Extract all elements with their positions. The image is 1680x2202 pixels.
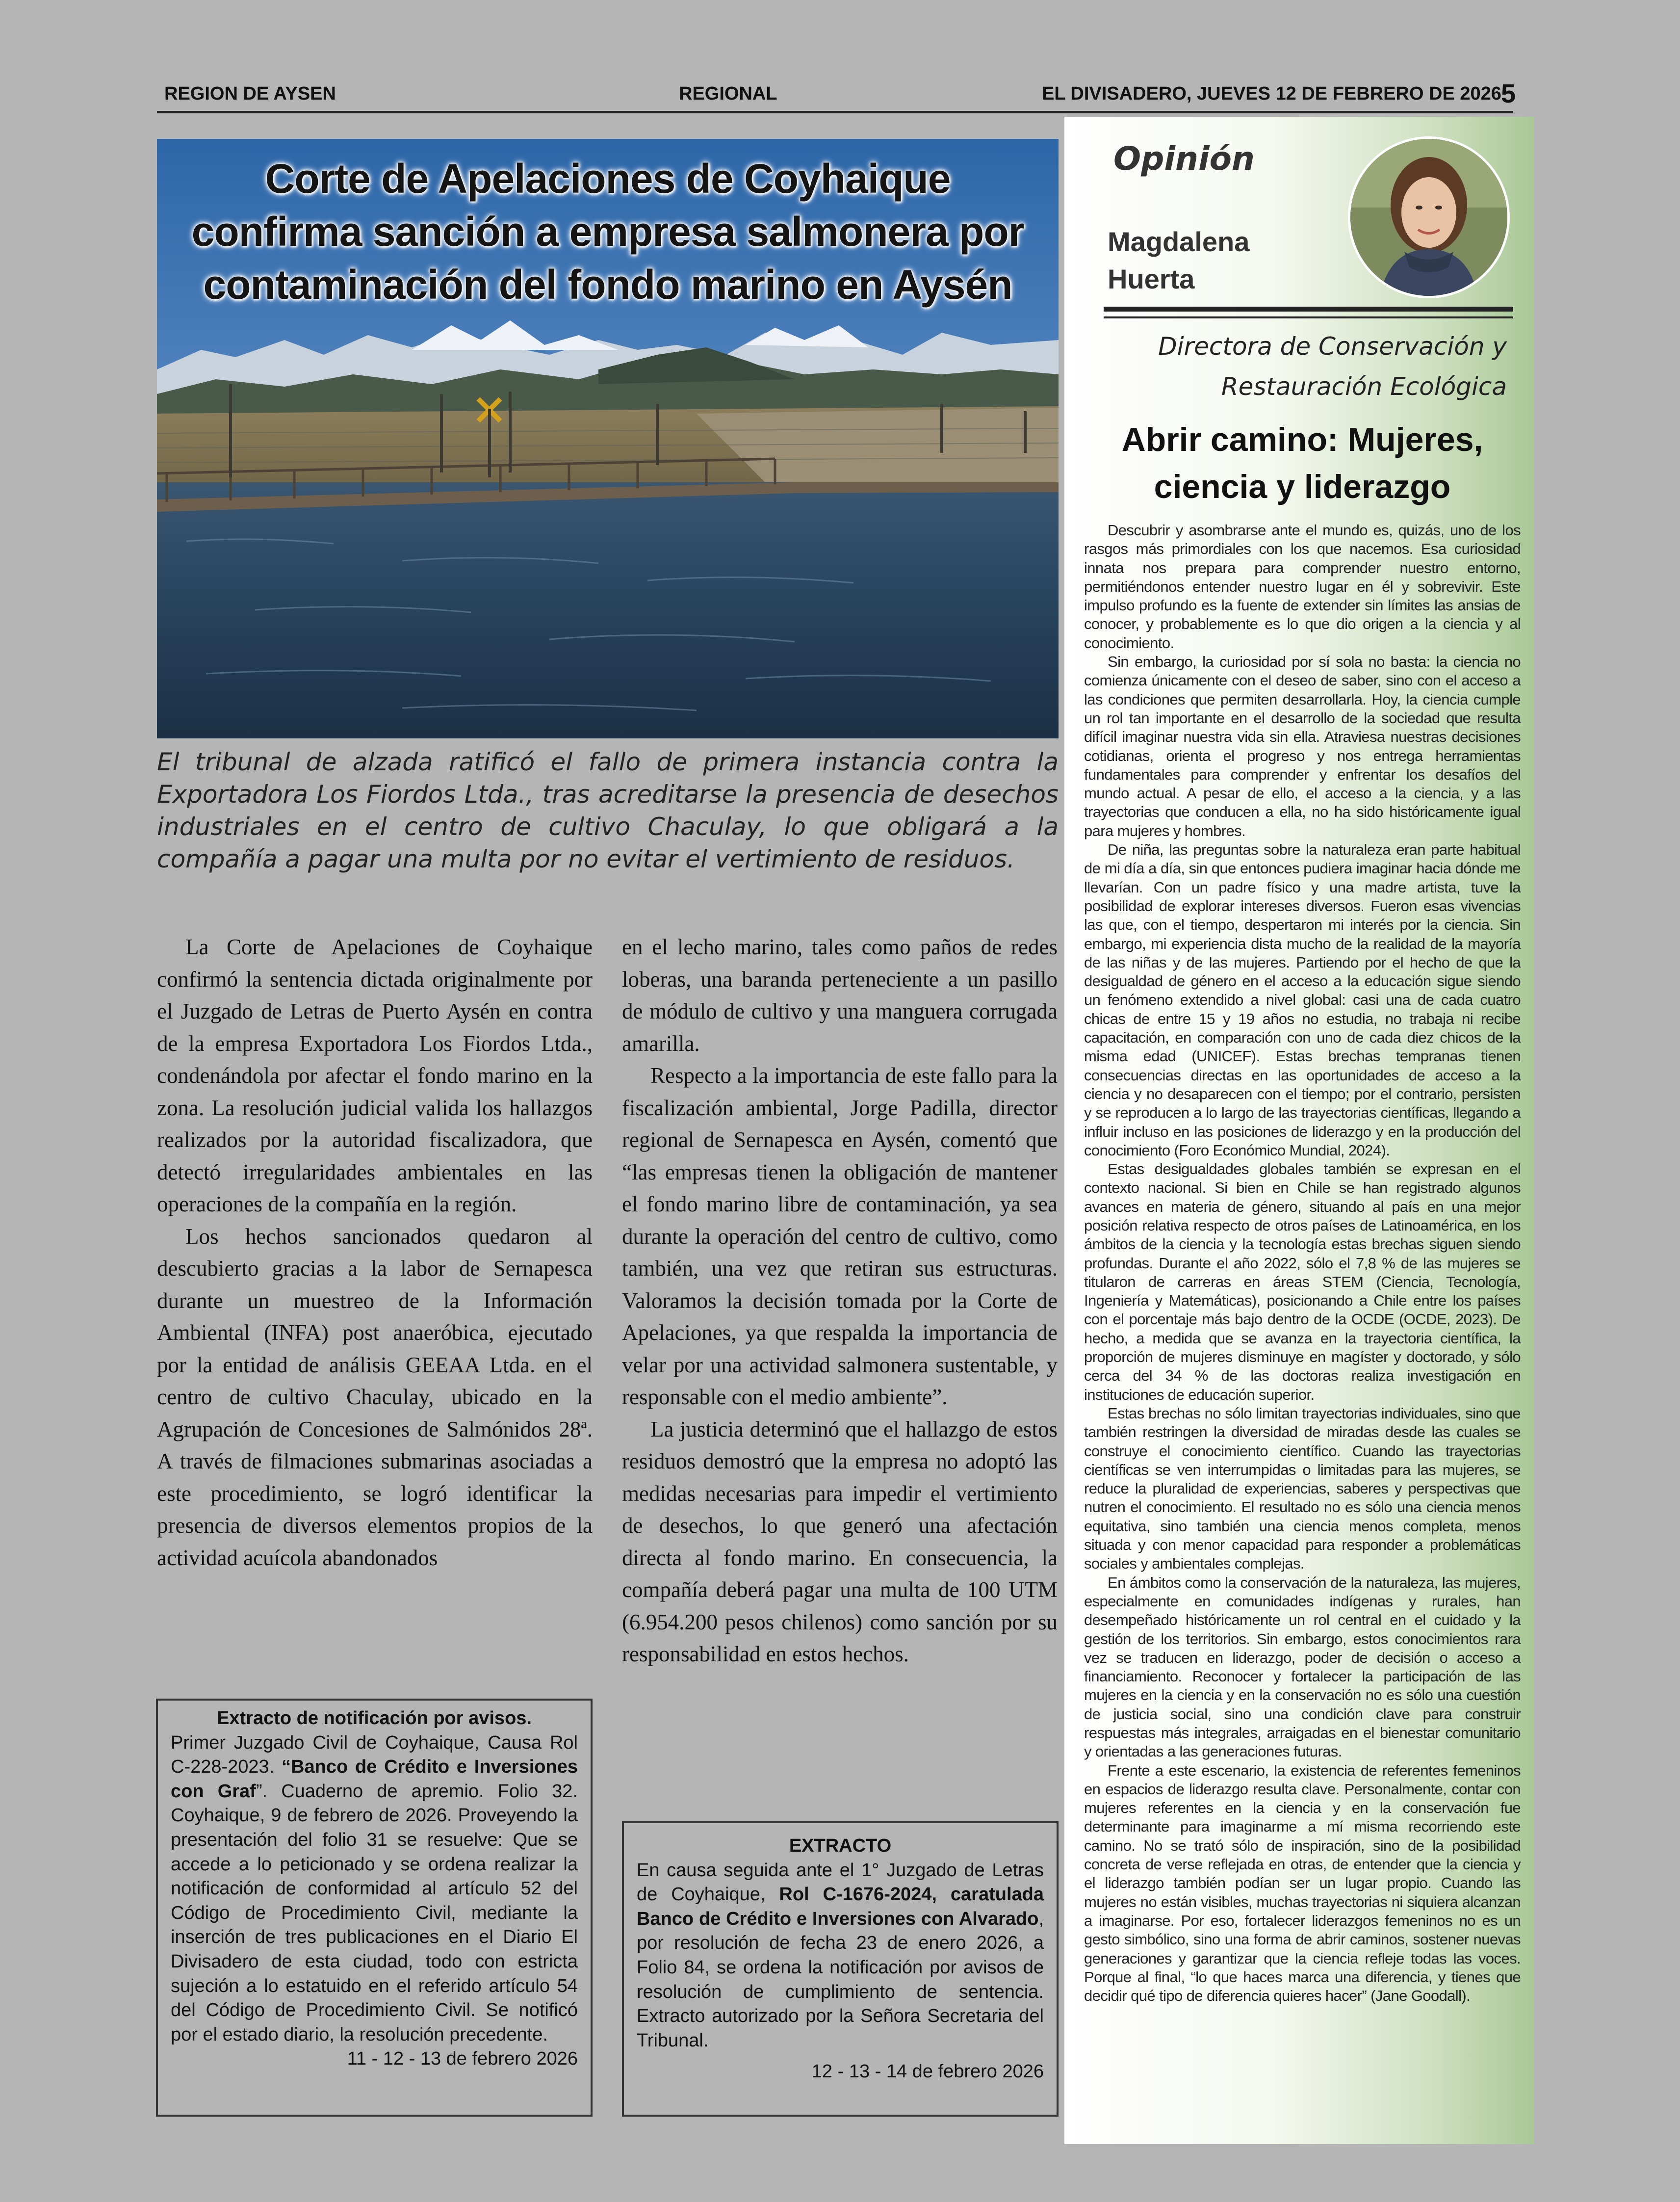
opinion-rule	[1104, 316, 1513, 318]
notice-dates: 12 - 13 - 14 de febrero 2026	[811, 2061, 1044, 2082]
author-role: Directora de Conservación y Restauración Ecológica	[1158, 332, 1507, 401]
notice-body: En causa seguida ante el 1° Juzgado de Letras de Coyhaique, Rol C-1676-2024, caratulada Banco de Crédito e Inversiones con Alvarado, por resolución de fecha 23 de enero 2026, a Folio 84, se ordena la notificación por avisos de resolución de cumplimiento de sentencia. Extracto autorizado por la Señora Secretaria del Tribunal.	[637, 1860, 1044, 2051]
article-paragraph: en el lecho marino, tales como paños de redes loberas, una baranda perteneciente a un pasillo de módulo de cultivo y una manguera corrugada amarilla.	[622, 935, 1058, 1056]
author-name: Magdalena Huerta	[1108, 226, 1250, 294]
notice-body: Primer Juzgado Civil de Coyhaique, Causa Rol C-228-2023. “Banco de Crédito e Inversiones con Graf”. Cuaderno de apremio. Folio 32. Coyhaique, 9 de febrero de 2026. Proveyendo la presentación del folio 31 se resuelve: Que se accede a lo peticionado y se ordena realizar la notificación de conformidad al artículo 52 del Código de Procedimiento Civil, mediante la inserción de tres publicaciones en el Diario El Divisadero de esta ciudad, todo con estricta sujeción a lo estatuido en el referido artículo 54 del Código de Procedimiento Civil. Se notificó por el estado diario, la resolución precedente.	[171, 1732, 578, 2045]
article-lead: El tribunal de alzada ratificó el fallo de primera instancia contra la Exportadora Los Fiordos Ltda., tras acreditarse la presencia de desechos industriales en el centro de cultivo Chaculay, lo que obligará a la compañía a pagar una multa por no evitar el vertimiento de residuos.	[157, 748, 1059, 873]
opinion-paragraph: Estas desigualdades globales también se expresan en el contexto nacional. Si bien en Chile se han registrado algunos avances en materia de género, situando al país en una mejor posición relativa respecto de otros países de Latinoamérica, en los ámbitos de la ciencia y la tecnología estas brechas siguen siendo profundas. Durante el año 2022, sólo el 7,8 % de las mujeres se titularon de carreras en áreas STEM (Ciencia, Tecnología, Ingeniería y Matemáticas), posicionando a Chile entre los países con el porcentaje más bajo dentro de la OCDE (OCDE, 2023). De hecho, a medida que se avanza en la trayectoria científica, la proporción de mujeres disminuye en magíster y doctorado, y sólo cerca del 34 % de las doctoras realiza investigación en instituciones de educación superior.	[1084, 1160, 1521, 1403]
opinion-paragraph: En ámbitos como la conservación de la naturaleza, las mujeres, especialmente en comunidades indígenas y rurales, han desempeñado históricamente un rol central en el cuidado y la gestión de los territorios. Sin embargo, estos conocimientos rara vez se traducen en liderazgo, poder de decisión o acceso a financiamiento. Reconocer y fortalecer la participación de las mujeres en la ciencia y en la conservación no es sólo una cuestión de justicia social, sino una condición clave para construir respuestas más integrales, arraigadas en el bienestar comunitario y orientadas a las generaciones futuras.	[1084, 1573, 1521, 1760]
legal-notice-2	[622, 1821, 1059, 2117]
notice-title: EXTRACTO	[789, 1835, 892, 1856]
notice-dates: 11 - 12 - 13 de febrero 2026	[347, 2048, 578, 2070]
opinion-rule	[1104, 307, 1513, 312]
article-column-1	[157, 931, 593, 1574]
headline-line-3: contaminación del fondo marino en Aysén	[203, 262, 1012, 308]
headline-line-2: confirma sanción a empresa salmonera por	[191, 209, 1024, 255]
article-paragraph: Respecto a la importancia de este fallo para la fiscalización ambiental, Jorge Padilla, director regional de Sernapesca en Aysén, comentó que “las empresas tienen la obligación de mantener el fondo marino libre de contaminación, ya sea durante la operación del centro de cultivo, como también, una vez que retiran sus estructuras. Valoramos la decisión tomada por la Corte de Apelaciones, ya que respalda la importancia de velar por una actividad salmonera sustentable, y responsable con el medio ambiente”.	[622, 1063, 1058, 1409]
legal-notice-1	[156, 1699, 593, 2117]
header-category: REGIONAL	[679, 83, 777, 104]
page-number: 5	[1501, 79, 1516, 108]
opinion-paragraph: Estas brechas no sólo limitan trayectorias individuales, sino que también restringen la diversidad de miradas desde las cuales se construye el conocimiento científico. Cuando las trayectorias científicas se ven interrumpidas o limitadas para las mujeres, se reduce la pluralidad de experiencias, saberes y perspectivas que nutren el conocimiento. El resultado no es sólo una ciencia menos equitativa, sino también una ciencia menos completa, menos situada y con menor capacidad para responder a problemáticas sociales y ambientales complejas.	[1084, 1404, 1521, 1573]
opinion-paragraph: Frente a este escenario, la existencia de referentes femeninos en espacios de liderazgo resulta clave. Personalmente, contar con mujeres referentes en la ciencia y en la conservación fue determinante para imaginarme a mí misma recorriendo este camino. No se trató sólo de inspiración, sino de la posibilidad concreta de verse reflejada en otras, de entender que la ciencia y el liderazgo también podían ser un lugar propio. Cuando las mujeres no están visibles, muchas trayectorias ni siquiera alcanzan a imaginarse. Por eso, fortalecer liderazgos femeninos no es un gesto simbólico, sino una forma de abrir caminos, sostener nuevas generaciones y garantizar que la ciencia refleje todas las voces. Porque al final, “lo que haces marca una diferencia, y tienes que decidir qué tipo de diferencia quieres hacer” (Jane Goodall).	[1084, 1761, 1521, 2005]
notice-title: Extracto de notificación por avisos.	[217, 1708, 532, 1729]
header-rule	[157, 111, 1513, 113]
opinion-label: Opinión	[1113, 140, 1255, 178]
article-column-2	[622, 931, 1058, 1671]
header-newspaper-date: EL DIVISADERO, JUEVES 12 DE FEBRERO DE 2026	[1042, 83, 1501, 104]
author-avatar	[1348, 136, 1510, 298]
opinion-paragraph: Sin embargo, la curiosidad por sí sola no basta: la ciencia no comienza únicamente con el deseo de saber, sino con el acceso a las condiciones que permiten desarrollarla. Hoy, la ciencia cumple un rol tan importante en el desarrollo de la sociedad que resulta difícil imaginar nuestra vida sin ella. Atraviesa nuestras decisiones cotidianas, orienta el progreso y nos entrega herramientas fundamentales para comprender y enfrentar los desafíos del mundo actual. A pesar de ello, el acceso a la ciencia, y a las trayectorias que conducen a ella, no ha sido históricamente igual para mujeres y hombres.	[1084, 653, 1521, 839]
opinion-body	[1084, 521, 1521, 2005]
article-paragraph: La justicia determinó que el hallazgo de estos residuos demostró que la empresa no adoptó las medidas necesarias para impedir el vertimiento de desechos, lo que generó una afectación directa al fondo marino. En consecuencia, la compañía deberá pagar una multa de 100 UTM (6.954.200 pesos chilenos) como sanción por su responsabilidad en estos hechos.	[622, 1416, 1058, 1666]
opinion-paragraph: De niña, las preguntas sobre la naturaleza eran parte habitual de mi día a día, sin que entonces pudiera imaginar hacia dónde me llevarían. Con un padre físico y una madre artista, tuve la posibilidad de explorar intereses diversos. Fueron esas vivencias las que, con el tiempo, despertaron mi interés por la ciencia. Sin embargo, mi experiencia dista mucho de la realidad de la mayoría de las niñas y de las mujeres. Partiendo por el hecho de que la desigualdad de género en el acceso a la educación sigue siendo un fenómeno extendido a nivel global: casi una de cada cuatro chicas de entre 15 y 19 años no estudia, no trabaja ni recibe capacitación, en comparación con uno de cada diez chicos de la misma edad (UNICEF). Estas brechas tempranas tienen consecuencias directas en las oportunidades de acceso a la ciencia y no desaparecen con el tiempo; por el contrario, persisten y se reproducen a lo largo de las trayectorias científicas, llegando a influir incluso en las posiciones de liderazgo y en la producción del conocimiento (Foro Económico Mundial, 2024).	[1084, 841, 1521, 1159]
header-section-label: REGION DE AYSEN	[164, 83, 336, 104]
headline-line-1: Corte de Apelaciones de Coyhaique	[265, 156, 951, 202]
article-paragraph: Los hechos sancionados quedaron al descubierto gracias a la labor de Sernapesca durante un muestreo de la Información Ambiental (INFA) post anaeróbica, ejecutado por la entidad de análisis GEEAA Ltda. en el centro de cultivo Chaculay, ubicado en la Agrupación de Concesiones de Salmónidos 28ª. A través de filmaciones submarinas asociadas a este procedimiento, se logró identificar la presencia de diversos elementos propios de la actividad acuícola abandonados	[157, 1224, 593, 1570]
article-paragraph: La Corte de Apelaciones de Coyhaique confirmó la sentencia dictada originalmente por el Juzgado de Letras de Puerto Aysén en contra de la empresa Exportadora Los Fiordos Ltda., condenándola por afectar el fondo marino en la zona. La resolución judicial valida los hallazgos realizados por la autoridad fiscalizadora, que detectó irregularidades ambientales en las operaciones de la compañía en la región.	[157, 935, 593, 1216]
opinion-title: Abrir camino: Mujeres, ciencia y liderazgo	[1121, 421, 1483, 505]
main-headline	[167, 152, 1049, 311]
opinion-paragraph: Descubrir y asombrarse ante el mundo es, quizás, uno de los rasgos más primordiales con los que nacemos. Esa curiosidad innata nos prepara para comprender nuestro entorno, permitiéndonos entender nuestro lugar en él y sobrevivir. Este impulso profundo es la fuente de extender sin límites las ansias de conocer, y probablemente es lo que dio origen a la ciencia y al conocimiento.	[1084, 522, 1521, 652]
